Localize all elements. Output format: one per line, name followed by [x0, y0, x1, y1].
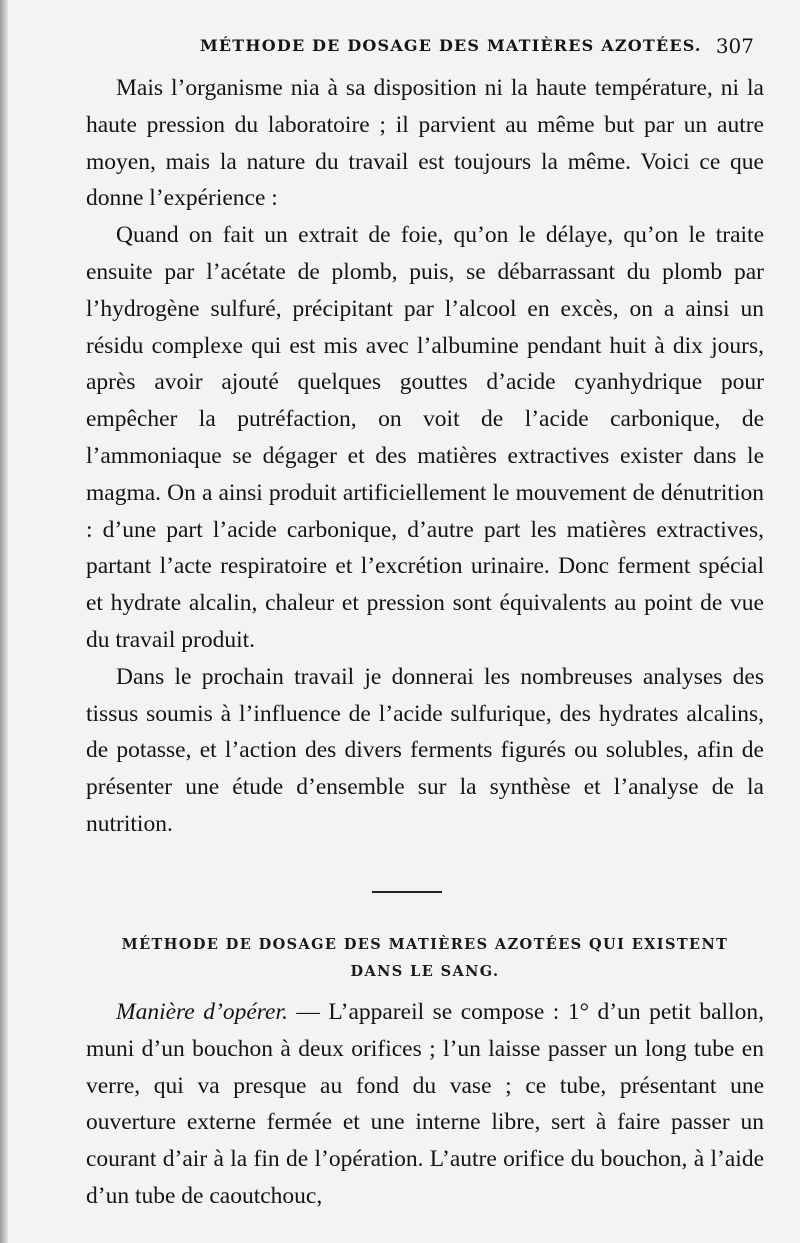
section-heading-line: DANS LE SANG.: [350, 963, 500, 980]
paragraph: Mais l’organisme nia à sa disposition ni la haute température, ni la haute pression du laboratoire ; il parvient au même but par un autre moyen, mais la nature du travail est toujours la même. Voici ce que donne l’expérience :: [86, 75, 764, 212]
running-title: MÉTHODE DE DOSAGE DES MATIÈRES AZOTÉES.: [200, 36, 702, 55]
paragraph: [86, 994, 764, 1215]
paragraph: Quand on fait un extrait de foie, qu’on le délaye, qu’on le traite ensuite par l’acétate de plomb, puis, se débarrassant du plomb par l’hydrogène sulfuré, précipitant par l’alcool en excès, on a ainsi un résidu complexe qui est mis avec l’albumine pendant huit à dix jours, après avoir ajouté quelques gouttes d’acide cyanhydrique pour empêcher la putréfaction, on voit de l’acide carbonique, de l’ammoniaque se dégager et des matières extractives exister dans le magma. On a ainsi produit artificiellement le mouvement de dénutrition : d’une part l’acide carbonique, d’autre part les matières extractives, partant l’acte respiratoire et l’excrétion urinaire. Donc ferment spécial et hydrate alcalin, chaleur et pression sont équivalents au point de vue du travail produit.: [86, 222, 764, 653]
section-heading-line: MÉTHODE DE DOSAGE DES MATIÈRES AZOTÉES QUI EXISTENT: [121, 936, 729, 953]
section-heading: [86, 931, 764, 985]
paragraph-text: — L’appareil se compose : 1° d’un petit ballon, muni d’un bouchon à deux orifices ; l’un laisse passer un long tube en verre, qui va presque au fond du vase ; ce tube, présentant une ouverture externe fermée et une interne libre, sert à faire passer un courant d’air à la fin de l’opération. L’autre orifice du bouchon, à l’aide d’un tube de caoutchouc,: [86, 999, 764, 1209]
body-text: [86, 70, 764, 843]
lead-in: Manière d’opérer.: [116, 999, 288, 1025]
page-gutter-shadow: [0, 0, 8, 1243]
section-body: [86, 994, 764, 1215]
running-head: [200, 36, 760, 62]
section-divider: [372, 891, 442, 893]
paragraph: Dans le prochain travail je donnerai les nombreuses analyses des tissus soumis à l’influence de l’acide sulfurique, des hydrates alcalins, de potasse, et l’action des divers ferments figurés ou solubles, afin de présenter une étude d’ensemble sur la synthèse et l’analyse de la nutrition.: [86, 663, 764, 837]
page-number: 307: [715, 34, 754, 58]
